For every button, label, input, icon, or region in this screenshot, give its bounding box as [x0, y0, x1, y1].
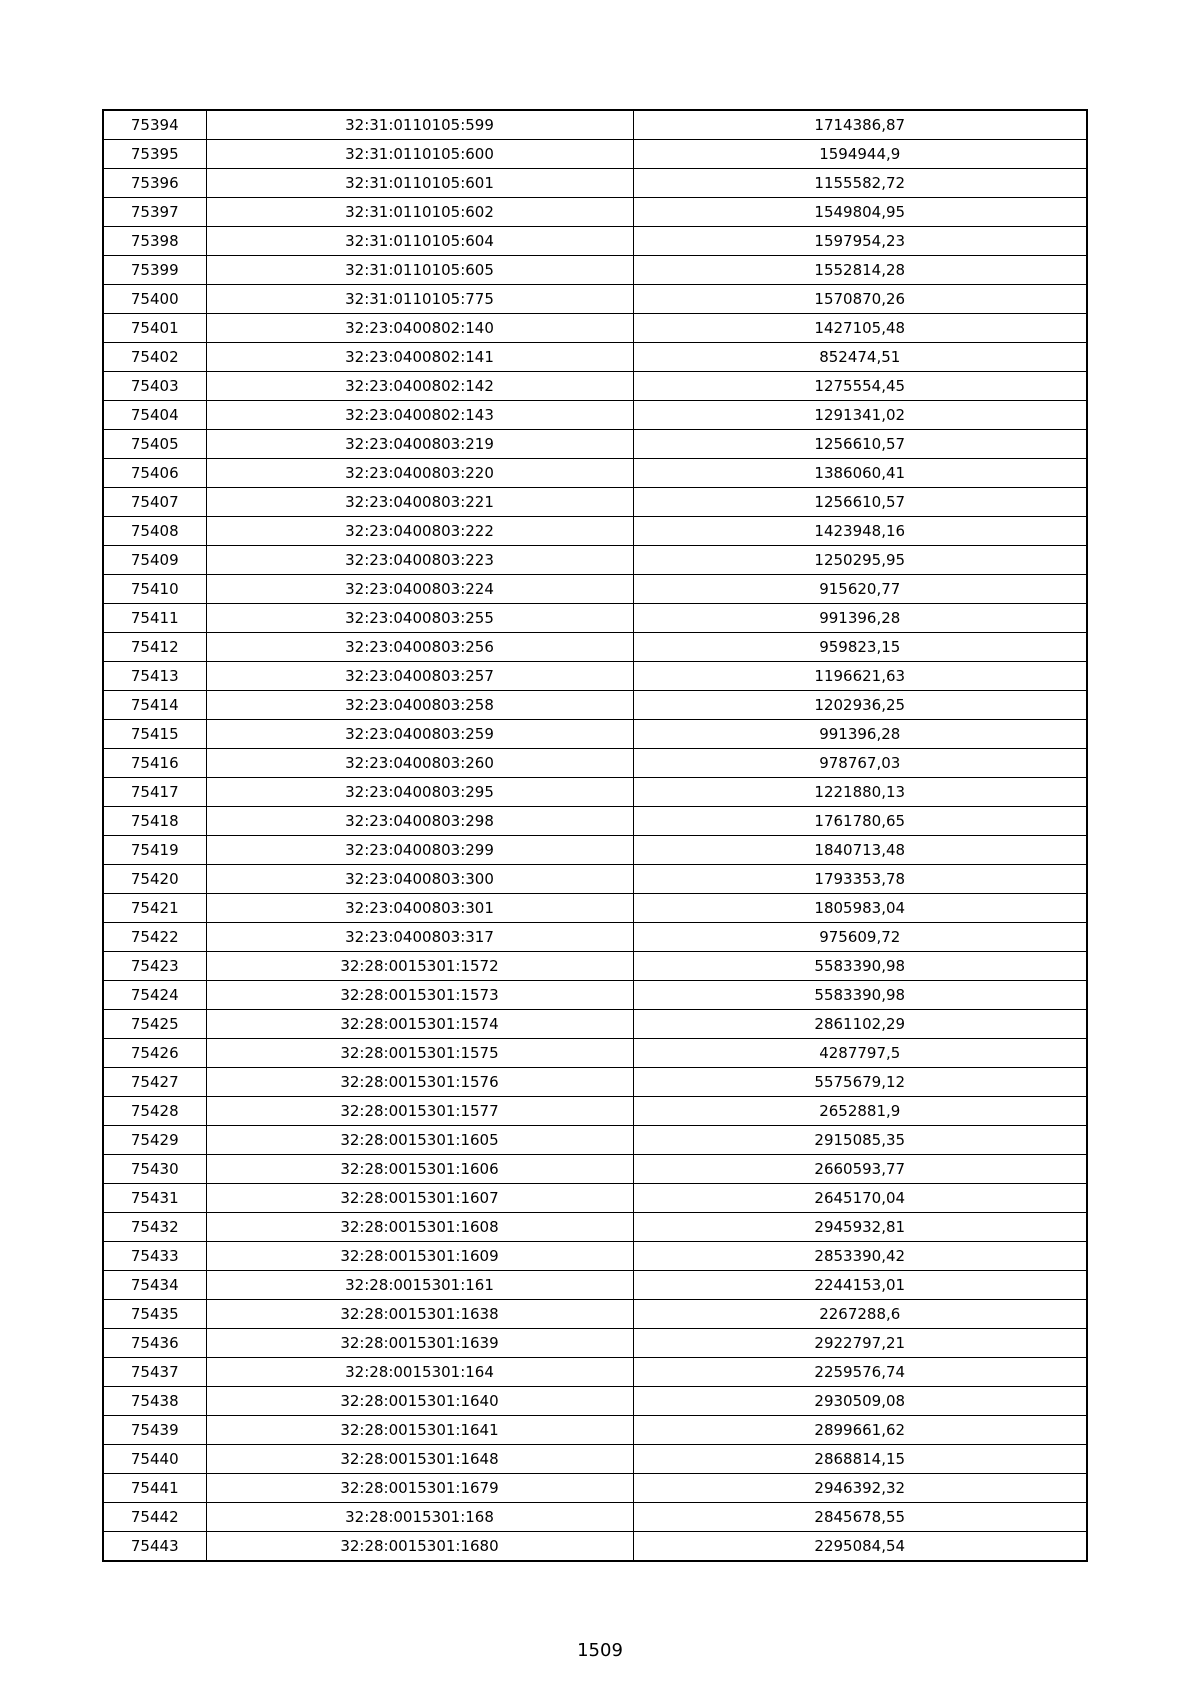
- cadastral-number-cell: 32:28:0015301:161: [206, 1271, 633, 1300]
- cadastral-number-cell: 32:28:0015301:1638: [206, 1300, 633, 1329]
- row-index-cell: 75429: [103, 1126, 206, 1155]
- table-row: [103, 110, 1087, 140]
- cadastral-number-cell: 32:23:0400803:220: [206, 459, 633, 488]
- table-row: [103, 140, 1087, 169]
- row-index-cell: 75406: [103, 459, 206, 488]
- table-row: [103, 981, 1087, 1010]
- table-row: [103, 1068, 1087, 1097]
- cadastral-number-cell: 32:23:0400803:295: [206, 778, 633, 807]
- value-cell: 2946392,32: [633, 1474, 1087, 1503]
- row-index-cell: 75416: [103, 749, 206, 778]
- table-row: [103, 749, 1087, 778]
- value-cell: 1250295,95: [633, 546, 1087, 575]
- value-cell: 1594944,9: [633, 140, 1087, 169]
- value-cell: 1597954,23: [633, 227, 1087, 256]
- table-row: [103, 343, 1087, 372]
- row-index-cell: 75413: [103, 662, 206, 691]
- cadastral-number-cell: 32:23:0400803:255: [206, 604, 633, 633]
- value-cell: 1291341,02: [633, 401, 1087, 430]
- row-index-cell: 75418: [103, 807, 206, 836]
- table-row: [103, 836, 1087, 865]
- row-index-cell: 75442: [103, 1503, 206, 1532]
- row-index-cell: 75412: [103, 633, 206, 662]
- value-cell: 2244153,01: [633, 1271, 1087, 1300]
- cadastral-number-cell: 32:28:0015301:1576: [206, 1068, 633, 1097]
- row-index-cell: 75398: [103, 227, 206, 256]
- table-row: [103, 633, 1087, 662]
- table-row: [103, 314, 1087, 343]
- row-index-cell: 75411: [103, 604, 206, 633]
- row-index-cell: 75433: [103, 1242, 206, 1271]
- cadastral-number-cell: 32:28:0015301:1640: [206, 1387, 633, 1416]
- row-index-cell: 75437: [103, 1358, 206, 1387]
- cadastral-number-cell: 32:23:0400803:257: [206, 662, 633, 691]
- value-cell: 959823,15: [633, 633, 1087, 662]
- cadastral-number-cell: 32:23:0400802:140: [206, 314, 633, 343]
- row-index-cell: 75443: [103, 1532, 206, 1562]
- data-table: [102, 109, 1088, 1562]
- value-cell: 1570870,26: [633, 285, 1087, 314]
- table-row: [103, 1387, 1087, 1416]
- value-cell: 991396,28: [633, 604, 1087, 633]
- value-cell: 991396,28: [633, 720, 1087, 749]
- row-index-cell: 75417: [103, 778, 206, 807]
- cadastral-number-cell: 32:23:0400803:256: [206, 633, 633, 662]
- table-row: [103, 807, 1087, 836]
- row-index-cell: 75432: [103, 1213, 206, 1242]
- table-row: [103, 488, 1087, 517]
- table-row: [103, 169, 1087, 198]
- value-cell: 2868814,15: [633, 1445, 1087, 1474]
- value-cell: 1423948,16: [633, 517, 1087, 546]
- value-cell: 2945932,81: [633, 1213, 1087, 1242]
- cadastral-number-cell: 32:28:0015301:1639: [206, 1329, 633, 1358]
- cadastral-number-cell: 32:28:0015301:1606: [206, 1155, 633, 1184]
- row-index-cell: 75440: [103, 1445, 206, 1474]
- table-row: [103, 459, 1087, 488]
- cadastral-number-cell: 32:23:0400803:221: [206, 488, 633, 517]
- row-index-cell: 75410: [103, 575, 206, 604]
- value-cell: 1427105,48: [633, 314, 1087, 343]
- cadastral-number-cell: 32:28:0015301:1573: [206, 981, 633, 1010]
- cadastral-number-cell: 32:23:0400803:222: [206, 517, 633, 546]
- row-index-cell: 75399: [103, 256, 206, 285]
- row-index-cell: 75428: [103, 1097, 206, 1126]
- table-row: [103, 1271, 1087, 1300]
- value-cell: 2899661,62: [633, 1416, 1087, 1445]
- cadastral-number-cell: 32:31:0110105:605: [206, 256, 633, 285]
- row-index-cell: 75422: [103, 923, 206, 952]
- cadastral-number-cell: 32:28:0015301:1605: [206, 1126, 633, 1155]
- value-cell: 975609,72: [633, 923, 1087, 952]
- value-cell: 2652881,9: [633, 1097, 1087, 1126]
- table-row: [103, 778, 1087, 807]
- value-cell: 1386060,41: [633, 459, 1087, 488]
- row-index-cell: 75425: [103, 1010, 206, 1039]
- cadastral-number-cell: 32:23:0400803:300: [206, 865, 633, 894]
- value-cell: 2922797,21: [633, 1329, 1087, 1358]
- value-cell: 4287797,5: [633, 1039, 1087, 1068]
- row-index-cell: 75396: [103, 169, 206, 198]
- table-row: [103, 1445, 1087, 1474]
- table-row: [103, 691, 1087, 720]
- value-cell: 2845678,55: [633, 1503, 1087, 1532]
- value-cell: 915620,77: [633, 575, 1087, 604]
- row-index-cell: 75427: [103, 1068, 206, 1097]
- table-row: [103, 604, 1087, 633]
- value-cell: 1202936,25: [633, 691, 1087, 720]
- value-cell: 1840713,48: [633, 836, 1087, 865]
- row-index-cell: 75403: [103, 372, 206, 401]
- value-cell: 2915085,35: [633, 1126, 1087, 1155]
- table-row: [103, 1474, 1087, 1503]
- row-index-cell: 75434: [103, 1271, 206, 1300]
- table-row: [103, 894, 1087, 923]
- table-row: [103, 720, 1087, 749]
- row-index-cell: 75397: [103, 198, 206, 227]
- row-index-cell: 75401: [103, 314, 206, 343]
- cadastral-number-cell: 32:28:0015301:1574: [206, 1010, 633, 1039]
- cadastral-number-cell: 32:31:0110105:600: [206, 140, 633, 169]
- value-cell: 978767,03: [633, 749, 1087, 778]
- row-index-cell: 75408: [103, 517, 206, 546]
- table-row: [103, 1213, 1087, 1242]
- table-row: [103, 1358, 1087, 1387]
- table-row: [103, 865, 1087, 894]
- row-index-cell: 75439: [103, 1416, 206, 1445]
- cadastral-number-cell: 32:23:0400803:219: [206, 430, 633, 459]
- table-row: [103, 1126, 1087, 1155]
- row-index-cell: 75419: [103, 836, 206, 865]
- value-cell: 5583390,98: [633, 952, 1087, 981]
- value-cell: 5575679,12: [633, 1068, 1087, 1097]
- cadastral-number-cell: 32:28:0015301:168: [206, 1503, 633, 1532]
- value-cell: 2930509,08: [633, 1387, 1087, 1416]
- row-index-cell: 75400: [103, 285, 206, 314]
- value-cell: 1552814,28: [633, 256, 1087, 285]
- table-row: [103, 1242, 1087, 1271]
- table-row: [103, 401, 1087, 430]
- cadastral-number-cell: 32:28:0015301:1608: [206, 1213, 633, 1242]
- value-cell: 5583390,98: [633, 981, 1087, 1010]
- value-cell: 1714386,87: [633, 110, 1087, 140]
- cadastral-number-cell: 32:28:0015301:1609: [206, 1242, 633, 1271]
- table-row: [103, 1184, 1087, 1213]
- cadastral-number-cell: 32:23:0400803:260: [206, 749, 633, 778]
- cadastral-number-cell: 32:31:0110105:604: [206, 227, 633, 256]
- cadastral-number-cell: 32:28:0015301:164: [206, 1358, 633, 1387]
- value-cell: 1275554,45: [633, 372, 1087, 401]
- table-row: [103, 1503, 1087, 1532]
- value-cell: 1805983,04: [633, 894, 1087, 923]
- row-index-cell: 75431: [103, 1184, 206, 1213]
- value-cell: 1196621,63: [633, 662, 1087, 691]
- cadastral-number-cell: 32:31:0110105:775: [206, 285, 633, 314]
- cadastral-number-cell: 32:23:0400803:299: [206, 836, 633, 865]
- table-row: [103, 256, 1087, 285]
- cadastral-number-cell: 32:31:0110105:601: [206, 169, 633, 198]
- cadastral-number-cell: 32:28:0015301:1572: [206, 952, 633, 981]
- row-index-cell: 75421: [103, 894, 206, 923]
- value-cell: 2853390,42: [633, 1242, 1087, 1271]
- row-index-cell: 75424: [103, 981, 206, 1010]
- table-row: [103, 1097, 1087, 1126]
- table-row: [103, 430, 1087, 459]
- table-row: [103, 285, 1087, 314]
- cadastral-number-cell: 32:23:0400803:259: [206, 720, 633, 749]
- value-cell: 1256610,57: [633, 430, 1087, 459]
- page-number: 1509: [577, 1640, 623, 1661]
- cadastral-number-cell: 32:28:0015301:1680: [206, 1532, 633, 1562]
- cadastral-number-cell: 32:23:0400803:298: [206, 807, 633, 836]
- row-index-cell: 75407: [103, 488, 206, 517]
- table-row: [103, 1416, 1087, 1445]
- row-index-cell: 75435: [103, 1300, 206, 1329]
- row-index-cell: 75395: [103, 140, 206, 169]
- table-row: [103, 227, 1087, 256]
- row-index-cell: 75405: [103, 430, 206, 459]
- table-row: [103, 1329, 1087, 1358]
- cadastral-number-cell: 32:23:0400802:141: [206, 343, 633, 372]
- row-index-cell: 75438: [103, 1387, 206, 1416]
- table-row: [103, 517, 1087, 546]
- table-row: [103, 1039, 1087, 1068]
- cadastral-number-cell: 32:23:0400802:142: [206, 372, 633, 401]
- value-cell: 1793353,78: [633, 865, 1087, 894]
- row-index-cell: 75415: [103, 720, 206, 749]
- value-cell: 1761780,65: [633, 807, 1087, 836]
- value-cell: 2295084,54: [633, 1532, 1087, 1562]
- value-cell: 2861102,29: [633, 1010, 1087, 1039]
- row-index-cell: 75414: [103, 691, 206, 720]
- value-cell: 852474,51: [633, 343, 1087, 372]
- table-row: [103, 1155, 1087, 1184]
- row-index-cell: 75423: [103, 952, 206, 981]
- table-row: [103, 546, 1087, 575]
- table-row: [103, 1300, 1087, 1329]
- table-row: [103, 952, 1087, 981]
- value-cell: 1549804,95: [633, 198, 1087, 227]
- value-cell: 2259576,74: [633, 1358, 1087, 1387]
- row-index-cell: 75436: [103, 1329, 206, 1358]
- value-cell: 1155582,72: [633, 169, 1087, 198]
- cadastral-number-cell: 32:23:0400803:223: [206, 546, 633, 575]
- cadastral-number-cell: 32:28:0015301:1641: [206, 1416, 633, 1445]
- row-index-cell: 75394: [103, 110, 206, 140]
- row-index-cell: 75402: [103, 343, 206, 372]
- value-cell: 2660593,77: [633, 1155, 1087, 1184]
- table-row: [103, 1010, 1087, 1039]
- cadastral-number-cell: 32:23:0400803:301: [206, 894, 633, 923]
- row-index-cell: 75420: [103, 865, 206, 894]
- value-cell: 1256610,57: [633, 488, 1087, 517]
- cadastral-number-cell: 32:23:0400803:317: [206, 923, 633, 952]
- cadastral-number-cell: 32:31:0110105:599: [206, 110, 633, 140]
- table-row: [103, 662, 1087, 691]
- table-row: [103, 372, 1087, 401]
- row-index-cell: 75441: [103, 1474, 206, 1503]
- row-index-cell: 75404: [103, 401, 206, 430]
- cadastral-number-cell: 32:23:0400803:224: [206, 575, 633, 604]
- table-row: [103, 1532, 1087, 1562]
- cadastral-number-cell: 32:28:0015301:1679: [206, 1474, 633, 1503]
- row-index-cell: 75426: [103, 1039, 206, 1068]
- table-row: [103, 923, 1087, 952]
- value-cell: 1221880,13: [633, 778, 1087, 807]
- row-index-cell: 75430: [103, 1155, 206, 1184]
- cadastral-number-cell: 32:28:0015301:1575: [206, 1039, 633, 1068]
- cadastral-number-cell: 32:23:0400803:258: [206, 691, 633, 720]
- cadastral-number-cell: 32:28:0015301:1607: [206, 1184, 633, 1213]
- table-row: [103, 575, 1087, 604]
- cadastral-number-cell: 32:23:0400802:143: [206, 401, 633, 430]
- value-cell: 2645170,04: [633, 1184, 1087, 1213]
- table-body: [103, 110, 1087, 1561]
- table-row: [103, 198, 1087, 227]
- row-index-cell: 75409: [103, 546, 206, 575]
- cadastral-number-cell: 32:28:0015301:1577: [206, 1097, 633, 1126]
- cadastral-number-cell: 32:28:0015301:1648: [206, 1445, 633, 1474]
- cadastral-number-cell: 32:31:0110105:602: [206, 198, 633, 227]
- value-cell: 2267288,6: [633, 1300, 1087, 1329]
